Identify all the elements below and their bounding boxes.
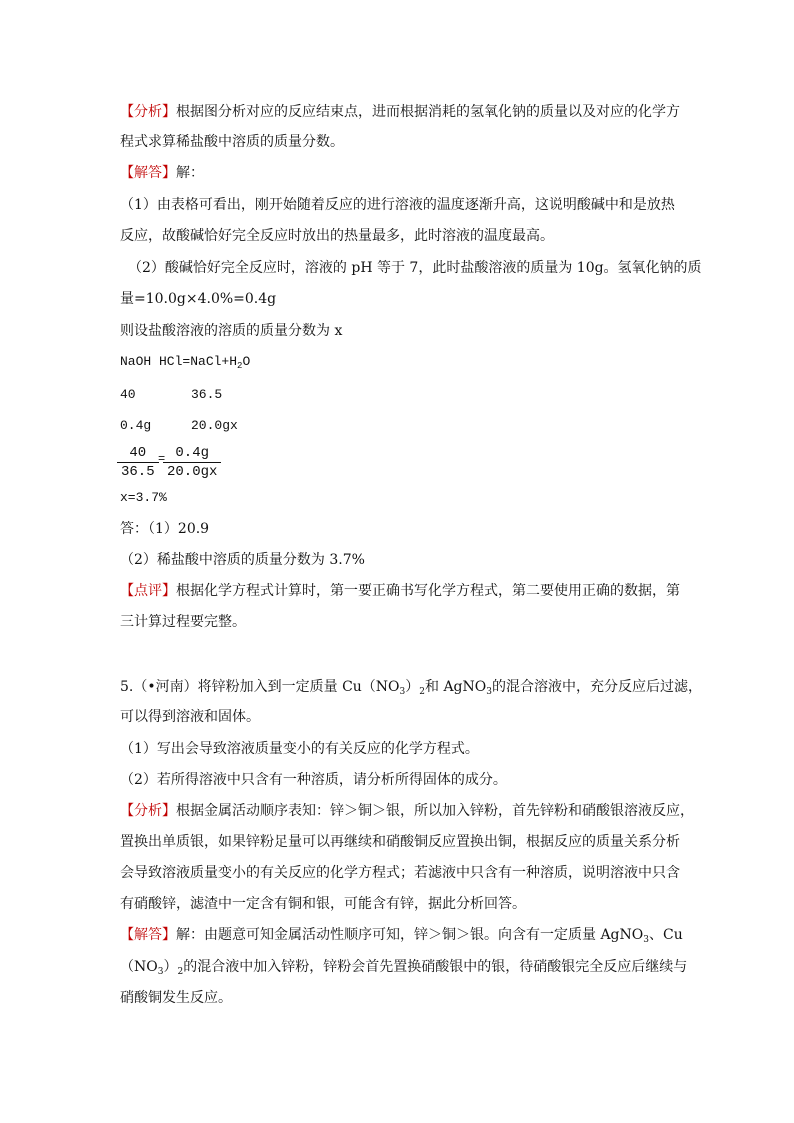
molar-mass-row — [120, 385, 136, 405]
fraction-left-denominator: 36.5 — [121, 464, 155, 480]
fraction-left — [117, 444, 159, 481]
answer-heading — [120, 163, 204, 183]
q5-analysis-line-1 — [120, 801, 694, 821]
equals-sign: = — [158, 452, 166, 466]
q5-answer-tag: 【解答】 — [120, 927, 176, 943]
analysis-line-2: 程式求算稀盐酸中溶质的质量分数。 — [120, 134, 344, 150]
amount-hcl: 20.0gx — [191, 418, 238, 433]
stem-part-1: 5.（•河南）将锌粉加入到一定质量 Cu（NO — [120, 679, 400, 695]
amount-naoh: 0.4g — [120, 418, 152, 433]
fraction-right — [163, 444, 221, 481]
analysis-tag: 【分析】 — [120, 104, 176, 120]
equation-text: NaOH HCl=NaCl+H — [120, 354, 238, 369]
fraction-right-denominator: 20.0gx — [167, 464, 218, 480]
q5-answer-2-mid: ） — [163, 959, 178, 975]
question-5-sub-1: （1）写出会导致溶液质量变小的有关反应的化学方程式。 — [120, 741, 479, 757]
q5-answer-text-1-post: 、Cu — [648, 927, 683, 943]
fraction-right-numerator: 0.4g — [163, 444, 221, 463]
q5-analysis-line-2: 置换出单质银，如果锌粉足量可以再继续和硝酸铜反应置换出铜，根据反应的质量关系分析 — [120, 834, 680, 850]
result-line: x=3.7% — [120, 490, 167, 505]
chemical-equation — [120, 352, 250, 372]
stem-sub-2: 2 — [419, 687, 425, 697]
part2-line-2: 量=10.0g×4.0%=0.4g — [120, 291, 277, 307]
part2-line-1: （2）酸碱恰好完全反应时，溶液的 pH 等于 7，此时盐酸溶液的质量为 10g。氢氧化钠的质 — [128, 260, 702, 276]
stem-sub-3: 3 — [486, 687, 492, 697]
q5-analysis-text-1: 根据金属活动顺序表知：锌＞铜＞银，所以加入锌粉，首先锌粉和硝酸银溶液反应， — [176, 803, 694, 819]
comment-text-1: 根据化学方程式计算时，第一要正确书写化学方程式，第二要使用正确的数据，第 — [176, 583, 680, 599]
comment-line-2: 三计算过程要完整。 — [120, 614, 246, 630]
let-statement: 则设盐酸溶液的溶质的质量分数为 x — [120, 323, 343, 339]
q5-answer-2-sub2: 2 — [177, 967, 184, 977]
q5-answer-line-3: 硝酸铜发生反应。 — [120, 990, 232, 1006]
mass-naoh: 40 — [120, 387, 136, 402]
final-answer-1: 答：（1）20.9 — [120, 521, 210, 537]
stem-sub-1: 3 — [399, 687, 406, 697]
part1-line-1: （1）由表格可看出，刚开始随着反应的进行溶液的温度逐渐升高，这说明酸碱中和是放热 — [120, 197, 675, 213]
question-5-stem-line-2: 可以得到溶液和固体。 — [120, 709, 260, 725]
part1-line-2: 反应，故酸碱恰好完全反应时放出的热量最多，此时溶液的温度最高。 — [120, 228, 554, 244]
fraction-left-numerator: 40 — [117, 444, 159, 463]
analysis-text-1: 根据图分析对应的反应结束点，进而根据消耗的氢氧化钠的质量以及对应的化学方 — [176, 104, 680, 120]
q5-answer-2-post: 的混合液中加入锌粉，锌粉会首先置换硝酸银中的银，待硝酸银完全反应后继续与 — [183, 959, 688, 975]
q5-answer-sub-1: 3 — [643, 935, 649, 945]
q5-answer-line-1 — [120, 925, 683, 945]
equation-tail: O — [242, 354, 251, 369]
q5-analysis-line-3: 会导致溶液质量变小的有关反应的化学方程式；若滤液中只含有一种溶质，说明溶液中只含 — [120, 865, 680, 881]
q5-analysis-tag: 【分析】 — [120, 803, 176, 819]
q5-answer-2-pre: （NO — [120, 959, 158, 975]
q5-analysis-line-4: 有硝酸锌，滤渣中一定含有铜和银，可能含有锌，据此分析回答。 — [120, 896, 526, 912]
question-5-sub-2: （2）若所得溶液中只含有一种溶质，请分析所得固体的成分。 — [120, 772, 507, 788]
comment-tag: 【点评】 — [120, 583, 176, 599]
comment-line-1 — [120, 581, 680, 601]
stem-part-3: 和 AgNO — [425, 679, 487, 695]
q5-answer-line-2 — [120, 957, 687, 977]
q5-answer-2-sub: 3 — [157, 967, 164, 977]
answer-tag: 【解答】 — [120, 165, 176, 181]
q5-answer-text-1: 解：由题意可知金属活动性顺序可知，锌＞铜＞银。向含有一定质量 AgNO — [176, 927, 644, 943]
stem-part-4: 的混合溶液中，充分反应后过滤， — [491, 679, 702, 695]
mass-hcl: 36.5 — [191, 387, 223, 402]
equation-subscript: 2 — [237, 361, 243, 371]
final-answer-2: （2）稀盐酸中溶质的质量分数为 3.7% — [120, 552, 365, 568]
analysis-line-1 — [120, 102, 680, 122]
answer-heading-text: 解： — [176, 165, 204, 181]
question-5-stem — [120, 677, 702, 697]
stem-part-2: ） — [405, 679, 420, 695]
